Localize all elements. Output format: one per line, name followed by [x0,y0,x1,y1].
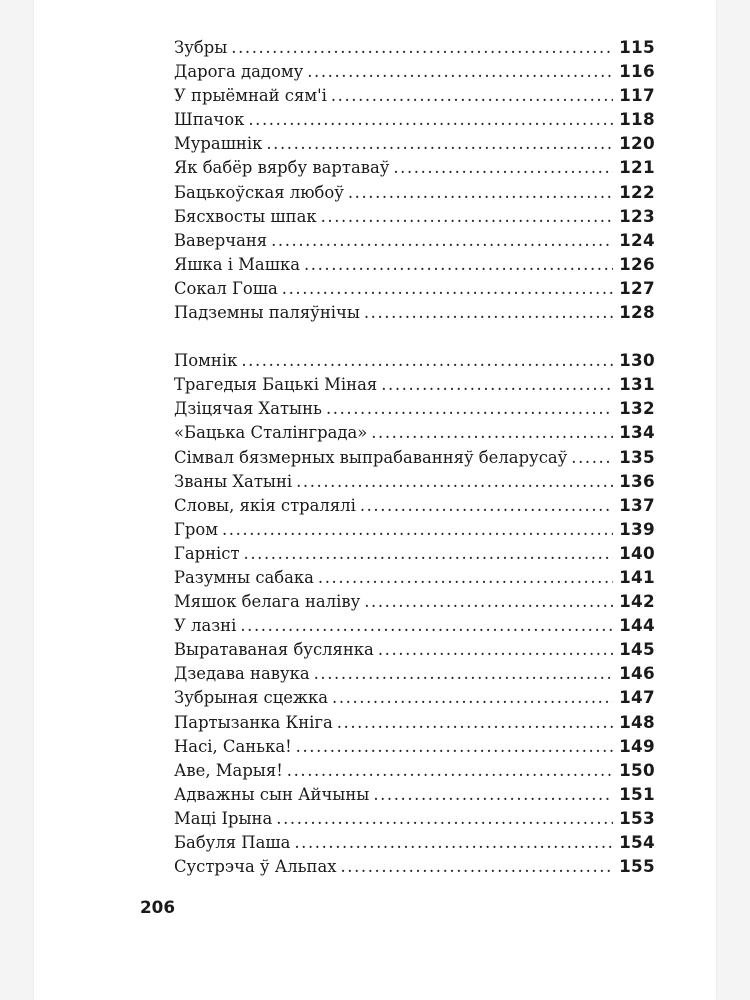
toc-entry-title: Партызанка Кніга [174,712,333,732]
toc-entry [174,613,655,637]
toc-entry-title: Помнік [174,351,238,371]
toc-section [174,35,655,324]
book-page [34,0,716,1000]
toc-entry-title: Дарога дадому [174,62,304,82]
toc-entry-page-number: 132 [619,398,655,419]
page-number: 206 [140,897,176,917]
dot-leader [364,590,613,614]
dot-leader [240,614,613,638]
toc-entry [174,493,655,517]
toc-entry-title: Маці Ірына [174,808,273,828]
toc-entry [174,806,655,830]
toc-entry-page-number: 131 [619,374,655,395]
dot-leader [304,253,613,277]
toc-entry-page-number: 120 [619,133,655,154]
dot-leader [271,229,613,253]
toc-entry [174,107,655,131]
toc-entry [174,204,655,228]
toc-entry-title: Зубры [174,38,228,57]
toc-entry-page-number: 123 [619,205,655,226]
dot-leader [222,518,613,542]
dot-leader [314,662,613,686]
toc-entry [174,155,655,179]
toc-entry-page-number: 124 [619,229,655,250]
toc-entry [174,517,655,541]
toc-entry-page-number: 146 [619,663,655,684]
toc-entry [174,180,655,204]
toc-entry [174,589,655,613]
toc-entry-title: Аве, Марыя! [174,760,283,780]
toc-entry [174,276,655,300]
toc-entry-page-number: 154 [619,832,655,852]
toc-entry-title: Разумны сабака [174,567,314,587]
toc-entry-title: Трагедыя Бацькі Міная [174,375,378,395]
toc-entry [174,710,655,734]
toc-entry [174,83,655,107]
toc-entry [174,734,655,758]
toc-entry [174,782,655,806]
toc-entry [174,469,655,493]
toc-entry-page-number: 150 [619,759,655,780]
toc-entry-title: Шпачок [174,110,245,130]
dot-leader [393,156,613,180]
toc-section [174,348,655,878]
toc-entry-page-number: 149 [619,735,655,756]
dot-leader [360,494,613,518]
toc-entry-title: Гром [174,519,218,539]
dot-leader [571,446,613,470]
toc-entry [174,35,655,59]
toc-entry [174,541,655,565]
toc-entry-title: Як бабёр вярбу вартаваў [174,158,390,178]
toc-entry-title: Гарніст [174,543,240,563]
dot-leader [326,397,613,421]
dot-leader [364,301,613,325]
toc-entry [174,300,655,324]
toc-entry-page-number: 141 [619,566,655,587]
toc-entry [174,252,655,276]
toc-entry [174,228,655,252]
table-of-contents [174,35,655,878]
dot-leader [282,277,613,301]
dot-leader [337,711,613,735]
toc-entry-title: Дзіцячая Хатынь [174,399,322,419]
dot-leader [287,759,613,783]
toc-entry [174,420,655,444]
toc-entry-page-number: 139 [619,518,655,539]
toc-entry-title: Яшка і Машка [174,254,300,274]
toc-entry-title: Сустрэча ў Альпах [174,857,337,877]
toc-entry-page-number: 151 [619,783,655,804]
toc-entry-page-number: 134 [619,422,655,443]
toc-entry-title: Падземны паляўнічы [174,303,360,323]
toc-entry [174,565,655,589]
toc-entry-page-number: 147 [619,687,655,708]
dot-leader [371,421,613,445]
dot-leader [318,566,613,590]
dot-leader [332,686,613,710]
toc-entry [174,372,655,396]
dot-leader [248,108,613,132]
toc-entry-page-number: 140 [619,542,655,563]
dot-leader [266,132,613,156]
toc-entry-page-number: 144 [619,615,655,636]
toc-entry-page-number: 130 [619,350,655,371]
toc-entry [174,637,655,661]
dot-leader [340,855,613,879]
toc-entry-title: Мяшок белага наліву [174,592,361,612]
toc-entry-page-number: 117 [619,85,655,106]
toc-entry-title: Сокал Гоша [174,278,278,298]
toc-entry-title: «Бацька Сталінграда» [174,423,368,443]
dot-leader [276,807,613,831]
dot-leader [373,783,613,807]
toc-entry-page-number: 142 [619,591,655,612]
dot-leader [307,60,613,84]
toc-entry [174,830,655,854]
toc-entry-title: Званы Хатыні [174,471,293,491]
toc-entry-page-number: 137 [619,494,655,515]
toc-entry [174,758,655,782]
toc-entry-page-number: 155 [619,856,655,877]
toc-entry-page-number: 128 [619,302,655,323]
toc-entry-title: Бацькоўская любоў [174,182,344,202]
dot-leader [296,735,613,759]
toc-entry-title: У лазні [174,616,237,636]
toc-entry-title: Зубрыная сцежка [174,688,329,708]
toc-entry-page-number: 135 [619,446,655,467]
toc-entry-title: Насі, Санька! [174,736,292,756]
toc-entry-page-number: 145 [619,639,655,660]
toc-entry-page-number: 136 [619,470,655,491]
toc-entry [174,854,655,878]
toc-entry-page-number: 116 [619,61,655,82]
dot-leader [244,542,614,566]
dot-leader [241,349,613,373]
dot-leader [381,373,613,397]
toc-entry-title: У прыёмнай сям'і [174,86,327,106]
toc-entry-title: Словы, якія стралялі [174,495,356,515]
toc-entry [174,445,655,469]
dot-leader [294,831,613,855]
toc-entry-title: Бясхвосты шпак [174,206,317,226]
toc-entry-page-number: 126 [619,253,655,274]
toc-entry [174,661,655,685]
toc-entry-title: Мурашнік [174,134,263,154]
toc-entry-title: Сімвал бязмерных выпрабаванняў беларусаў [174,447,568,467]
toc-entry [174,685,655,709]
dot-leader [231,36,613,60]
toc-entry-title: Выратаваная буслянка [174,640,374,660]
toc-entry-title: Адважны сын Айчыны [174,784,370,804]
dot-leader [378,638,613,662]
toc-entry [174,59,655,83]
toc-entry-title: Ваверчаня [174,230,268,250]
toc-entry-page-number: 121 [619,157,655,178]
toc-entry-page-number: 127 [619,277,655,298]
toc-entry [174,396,655,420]
dot-leader [331,84,613,108]
toc-entry-page-number: 115 [619,37,655,57]
dot-leader [296,470,613,494]
toc-entry-title: Дзедава навука [174,664,310,684]
toc-entry-title: Бабуля Паша [174,833,291,852]
dot-leader [321,205,613,229]
toc-entry-page-number: 122 [619,181,655,202]
toc-entry [174,348,655,372]
toc-entry-page-number: 148 [619,711,655,732]
dot-leader [348,181,613,205]
toc-entry [174,131,655,155]
toc-entry-page-number: 153 [619,807,655,828]
toc-entry-page-number: 118 [619,109,655,130]
